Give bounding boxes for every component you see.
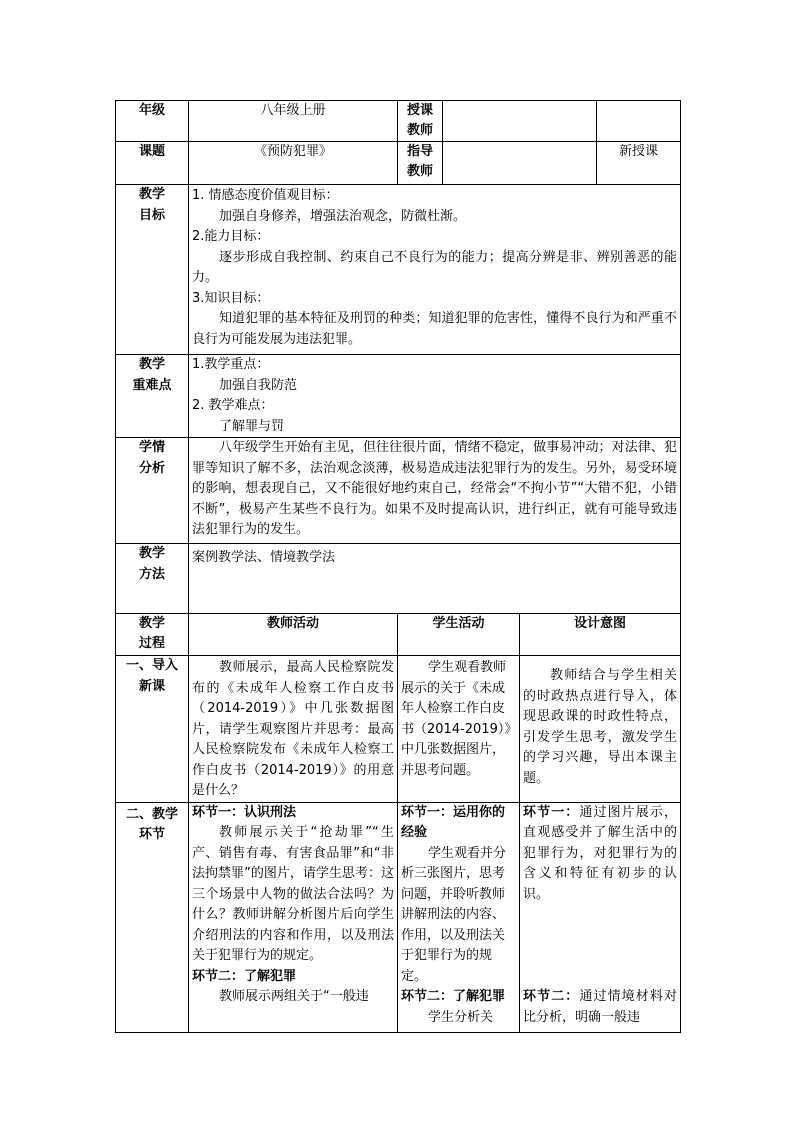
analysis-text: 八年级学生开始有主见，但往往很片面，情绪不稳定，做事易冲动；对法律、犯罪等知识了解不多，法治观念淡薄，极易造成违法犯罪行为的发生。另外，易受环境的影响，想表现自己，又不能很好地约束自己，经常会“不拘小节”“大错不犯，小错不断”，极易产生某些不良行为。如果不及时提高认识，进行纠正，就有可能导致违法犯罪行为的发生。	[192, 440, 677, 537]
methods-text: 案例教学法、情境教学法	[192, 550, 336, 565]
blank-cell	[597, 101, 681, 142]
section2-teacher-heading: 环节一：认识刑法	[192, 804, 297, 820]
goal-line: 逐步形成自我控制、约束自己不良行为的能力；提高分辨是非、辨别善恶的能力。	[192, 249, 677, 285]
row-key-points	[116, 355, 681, 438]
section2-student-text: 学生分析关	[428, 1009, 494, 1025]
section2-design-para	[523, 987, 677, 1028]
student-activity-header: 学生活动	[398, 614, 520, 656]
section2-teacher	[189, 802, 398, 1032]
teacher-value	[443, 101, 597, 142]
intro-student	[398, 656, 520, 803]
topic-label: 课题	[116, 142, 189, 185]
goal-line: 1. 情感态度价值观目标：	[192, 188, 339, 203]
goals-content	[189, 185, 681, 355]
grade-label: 年级	[116, 101, 189, 142]
design-intent-header: 设计意图	[520, 614, 681, 656]
grade-value: 八年级上册	[189, 101, 398, 142]
intro-teacher-text: 教师展示，最高人民检察院发布的《未成年人检察工作白皮书（2014-2019）》中几张数据图片，请学生观察图片并思考：最高人民检察院发布《未成年人检察工作白皮书（2014-2019）》的用意是什么？	[192, 660, 394, 798]
key-points-content	[189, 355, 681, 438]
intro-design-text: 教师结合与学生相关的时政热点进行导入，体现思政课的时政性特点，引发学生思考，激发学生的学习兴趣，导出本课主题。	[523, 668, 677, 786]
section2-label: 二、教学 环节	[116, 802, 189, 1032]
analysis-label: 学情 分析	[116, 438, 189, 544]
topic-value: 《预防犯罪》	[189, 142, 398, 185]
row-intro	[116, 656, 681, 803]
section2-design-para	[523, 803, 677, 906]
goal-line: 知道犯罪的基本特征及刑罚的种类；知道犯罪的危害性，懂得不良行为和严重不良行为可能发展为违法犯罪。	[192, 311, 677, 347]
intro-teacher	[189, 656, 398, 803]
row-analysis	[116, 438, 681, 544]
row-methods	[116, 544, 681, 614]
section2-student-heading: 环节一：运用你的经验	[401, 804, 506, 840]
key-points-label: 教学 重难点	[116, 355, 189, 438]
goal-line: 3.知识目标：	[192, 290, 270, 306]
section2-design-heading: 环节一：	[523, 804, 580, 820]
row-process-header	[116, 614, 681, 656]
section2-student	[398, 802, 520, 1032]
section2-design	[520, 802, 681, 1032]
key-point-line: 1.教学重点：	[192, 357, 270, 372]
key-point-line: 加强自我防范	[219, 377, 298, 393]
intro-student-text: 学生观看教师展示的关于《未成年人检察工作白皮书（2014-2019）》中几张数据图片，并思考问题。	[401, 660, 511, 778]
row-section2	[116, 802, 681, 1032]
guide-label: 指导 教师	[398, 142, 443, 185]
section2-student-text: 学生观看并分析三张图片，思考问题，并聆听教师讲解刑法的内容、作用，以及刑法关于犯罪行为的规定。	[401, 845, 507, 984]
key-point-line: 2. 教学难点：	[192, 398, 274, 413]
section2-teacher-heading: 环节二：了解犯罪	[192, 968, 297, 984]
intro-design	[520, 656, 681, 803]
row-grade	[116, 101, 681, 142]
teacher-label: 授课 教师	[398, 101, 443, 142]
goal-line: 加强自身修养，增强法治观念，防微杜渐。	[219, 208, 467, 224]
goal-line: 2.能力目标：	[192, 229, 270, 244]
methods-content	[189, 544, 681, 614]
analysis-content	[189, 438, 681, 544]
section2-design-heading: 环节二：	[523, 989, 580, 1004]
guide-value	[443, 142, 597, 185]
row-goals	[116, 185, 681, 355]
intro-label: 一、导入 新课	[116, 656, 189, 803]
section2-design-text: 通过图片展示，直观感受并了解生活中的犯罪行为，对犯罪行为的含义和特征有初步的认识。	[523, 804, 677, 902]
methods-label: 教学 方法	[116, 544, 189, 614]
lesson-type: 新授课	[597, 142, 681, 185]
goals-label: 教学 目标	[116, 185, 189, 355]
section2-teacher-text: 教师展示两组关于“一般违	[219, 989, 369, 1004]
teacher-activity-header: 教师活动	[189, 614, 398, 656]
row-topic	[116, 142, 681, 185]
section2-teacher-text: 教师展示关于“抢劫罪”“生产、销售有毒、有害食品罪”和“非法拘禁罪”的图片，请学生思考：这三个场景中人物的做法合法吗？为什么？教师讲解分析图片后向学生介绍刑法的内容和作用，以及刑法关于犯罪行为的规定。	[192, 825, 394, 963]
lesson-plan-table	[115, 100, 681, 1033]
section2-design-text: 通过情境材料对比分析，明确一般违	[523, 989, 677, 1025]
section2-student-heading: 环节二：了解犯罪	[401, 989, 506, 1004]
key-point-line: 了解罪与罚	[219, 418, 285, 434]
process-label: 教学 过程	[116, 614, 189, 656]
